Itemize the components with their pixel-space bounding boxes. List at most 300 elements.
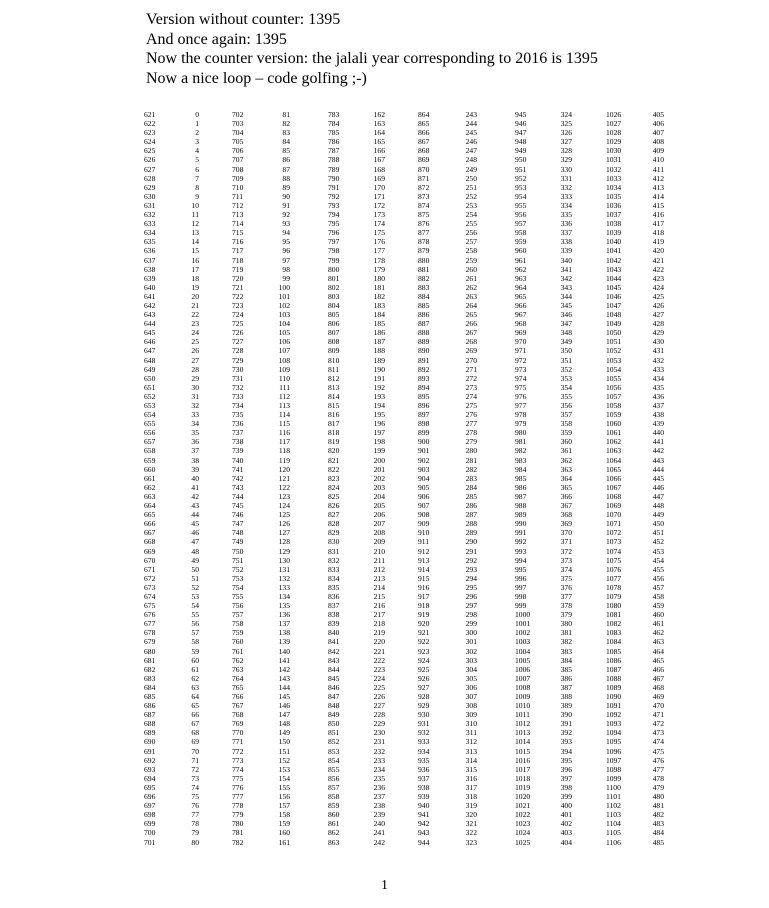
number-cell: 977 xyxy=(515,401,527,410)
number-cell: 1045 xyxy=(606,282,622,292)
number-cell: 418 xyxy=(652,228,664,238)
number-cell: 622 xyxy=(144,119,156,129)
number-cell: 689 xyxy=(144,728,156,738)
number-cell: 656 xyxy=(144,428,156,438)
number-cell: 257 xyxy=(465,237,477,247)
number-cell: 36 xyxy=(191,437,199,447)
number-cell: 632 xyxy=(144,210,156,220)
number-cell: 861 xyxy=(328,819,340,829)
number-cell: 700 xyxy=(144,828,156,838)
number-cell: 359 xyxy=(560,428,572,438)
number-cell: 133 xyxy=(278,582,290,592)
number-cell: 1081 xyxy=(606,610,622,620)
number-cell: 1077 xyxy=(606,573,622,583)
number-cell: 69 xyxy=(191,737,199,747)
number-cell: 212 xyxy=(373,564,385,574)
number-cell: 806 xyxy=(328,319,340,329)
number-cell: 1029 xyxy=(606,137,622,147)
number-cell: 122 xyxy=(278,482,290,492)
number-cell: 945 xyxy=(515,110,527,119)
number-cell: 696 xyxy=(144,792,156,802)
number-cell: 326 xyxy=(560,128,572,138)
number-cell: 127 xyxy=(278,528,290,538)
number-cell: 368 xyxy=(560,510,572,520)
number-cell: 58 xyxy=(191,637,199,647)
number-cell: 245 xyxy=(465,128,477,138)
number-cell: 761 xyxy=(232,646,244,656)
number-cell: 34 xyxy=(191,419,199,429)
number-cell: 1049 xyxy=(606,319,622,329)
number-cell: 7 xyxy=(195,173,199,183)
number-cell: 837 xyxy=(328,601,340,611)
number-cell: 429 xyxy=(652,328,664,338)
number-cell: 739 xyxy=(232,446,244,456)
number-cell: 803 xyxy=(328,291,340,301)
number-cell: 1 xyxy=(195,119,199,129)
number-cell: 121 xyxy=(278,473,290,483)
number-cell: 125 xyxy=(278,510,290,520)
number-cell: 427 xyxy=(652,310,664,320)
number-cell: 1024 xyxy=(515,828,531,838)
number-cell: 413 xyxy=(652,182,664,192)
number-cell: 320 xyxy=(465,810,477,820)
number-cell: 939 xyxy=(418,792,430,802)
number-cell: 142 xyxy=(278,664,290,674)
number-cell: 262 xyxy=(465,282,477,292)
number-cell: 731 xyxy=(232,373,244,383)
number-cell: 765 xyxy=(232,682,244,692)
number-cell: 723 xyxy=(232,300,244,310)
number-cell: 415 xyxy=(652,200,664,210)
number-cell: 318 xyxy=(465,792,477,802)
number-cell: 349 xyxy=(560,337,572,347)
number-cell: 989 xyxy=(515,510,527,520)
number-cell: 283 xyxy=(465,473,477,483)
number-column xyxy=(167,110,199,847)
number-cell: 459 xyxy=(652,601,664,611)
number-cell: 35 xyxy=(191,428,199,438)
number-cell: 287 xyxy=(465,510,477,520)
number-cell: 472 xyxy=(652,719,664,729)
number-cell: 1085 xyxy=(606,646,622,656)
number-cell: 1064 xyxy=(606,455,622,465)
number-cell: 905 xyxy=(418,482,430,492)
number-cell: 327 xyxy=(560,137,572,147)
number-cell: 789 xyxy=(328,164,340,174)
number-cell: 812 xyxy=(328,373,340,383)
number-cell: 777 xyxy=(232,792,244,802)
number-cell: 44 xyxy=(191,510,199,520)
number-cell: 302 xyxy=(465,646,477,656)
number-cell: 200 xyxy=(373,455,385,465)
number-cell: 84 xyxy=(282,137,290,147)
number-cell: 767 xyxy=(232,701,244,711)
number-cell: 201 xyxy=(373,464,385,474)
number-cell: 976 xyxy=(515,391,527,401)
number-cell: 115 xyxy=(278,419,290,429)
number-cell: 1076 xyxy=(606,564,622,574)
number-cell: 925 xyxy=(418,664,430,674)
number-cell: 184 xyxy=(373,310,385,320)
number-cell: 233 xyxy=(373,755,385,765)
number-cell: 953 xyxy=(515,182,527,192)
number-cell: 421 xyxy=(652,255,664,265)
number-cell: 347 xyxy=(560,319,572,329)
number-cell: 650 xyxy=(144,373,156,383)
number-cell: 423 xyxy=(652,273,664,283)
number-cell: 1043 xyxy=(606,264,622,274)
number-cell: 790 xyxy=(328,173,340,183)
number-cell: 331 xyxy=(560,173,572,183)
number-cell: 642 xyxy=(144,300,156,310)
number-cell: 830 xyxy=(328,537,340,547)
number-cell: 1021 xyxy=(515,801,531,811)
number-cell: 288 xyxy=(465,519,477,529)
number-cell: 879 xyxy=(418,246,430,256)
number-cell: 851 xyxy=(328,728,340,738)
number-cell: 753 xyxy=(232,573,244,583)
number-cell: 809 xyxy=(328,346,340,356)
number-cell: 972 xyxy=(515,355,527,365)
number-cell: 183 xyxy=(373,300,385,310)
number-cell: 206 xyxy=(373,510,385,520)
number-cell: 921 xyxy=(418,628,430,638)
number-cell: 751 xyxy=(232,555,244,565)
number-cell: 228 xyxy=(373,710,385,720)
number-cell: 286 xyxy=(465,501,477,511)
number-cell: 42 xyxy=(191,491,199,501)
number-cell: 1033 xyxy=(606,173,622,183)
number-cell: 755 xyxy=(232,591,244,601)
number-cell: 974 xyxy=(515,373,527,383)
number-cell: 342 xyxy=(560,273,572,283)
number-cell: 203 xyxy=(373,482,385,492)
number-cell: 377 xyxy=(560,591,572,601)
number-cell: 898 xyxy=(418,419,430,429)
number-cell: 1073 xyxy=(606,537,622,547)
number-cell: 19 xyxy=(191,282,199,292)
number-cell: 1008 xyxy=(515,682,531,692)
number-cell: 171 xyxy=(373,191,385,201)
number-cell: 940 xyxy=(418,801,430,811)
number-cell: 252 xyxy=(465,191,477,201)
number-cell: 951 xyxy=(515,164,527,174)
number-cell: 910 xyxy=(418,528,430,538)
number-cell: 759 xyxy=(232,628,244,638)
number-cell: 225 xyxy=(373,682,385,692)
number-cell: 639 xyxy=(144,273,156,283)
number-cell: 417 xyxy=(652,219,664,229)
number-cell: 1017 xyxy=(515,764,531,774)
number-cell: 795 xyxy=(328,219,340,229)
number-cell: 846 xyxy=(328,682,340,692)
number-cell: 294 xyxy=(465,573,477,583)
number-cell: 442 xyxy=(652,446,664,456)
number-cell: 745 xyxy=(232,501,244,511)
number-cell: 275 xyxy=(465,401,477,410)
number-cell: 464 xyxy=(652,646,664,656)
number-cell: 722 xyxy=(232,291,244,301)
number-cell: 640 xyxy=(144,282,156,292)
number-cell: 32 xyxy=(191,401,199,410)
number-cell: 191 xyxy=(373,373,385,383)
number-cell: 1051 xyxy=(606,337,622,347)
number-cell: 461 xyxy=(652,619,664,629)
number-cell: 333 xyxy=(560,191,572,201)
number-cell: 173 xyxy=(373,210,385,220)
number-cell: 153 xyxy=(278,764,290,774)
number-cell: 871 xyxy=(418,173,430,183)
number-cell: 194 xyxy=(373,401,385,410)
number-cell: 322 xyxy=(465,828,477,838)
number-cell: 825 xyxy=(328,491,340,501)
number-cell: 433 xyxy=(652,364,664,374)
number-cell: 857 xyxy=(328,782,340,792)
number-cell: 816 xyxy=(328,410,340,420)
number-cell: 399 xyxy=(560,792,572,802)
number-cell: 1042 xyxy=(606,255,622,265)
number-cell: 448 xyxy=(652,501,664,511)
number-cell: 1050 xyxy=(606,328,622,338)
number-cell: 654 xyxy=(144,410,156,420)
number-cell: 438 xyxy=(652,410,664,420)
number-cell: 285 xyxy=(465,491,477,501)
number-cell: 884 xyxy=(418,291,430,301)
number-cell: 348 xyxy=(560,328,572,338)
number-cell: 279 xyxy=(465,437,477,447)
number-cell: 467 xyxy=(652,673,664,683)
number-cell: 31 xyxy=(191,391,199,401)
number-cell: 16 xyxy=(191,255,199,265)
number-cell: 261 xyxy=(465,273,477,283)
number-cell: 196 xyxy=(373,419,385,429)
number-cell: 445 xyxy=(652,473,664,483)
number-cell: 239 xyxy=(373,810,385,820)
number-cell: 411 xyxy=(652,164,664,174)
number-cell: 408 xyxy=(652,137,664,147)
number-cell: 134 xyxy=(278,591,290,601)
number-cell: 1095 xyxy=(606,737,622,747)
number-cell: 848 xyxy=(328,701,340,711)
number-cell: 1103 xyxy=(606,810,621,820)
number-cell: 126 xyxy=(278,519,290,529)
number-cell: 744 xyxy=(232,491,244,501)
number-cell: 690 xyxy=(144,737,156,747)
number-cell: 250 xyxy=(465,173,477,183)
number-cell: 218 xyxy=(373,619,385,629)
number-cell: 260 xyxy=(465,264,477,274)
number-cell: 410 xyxy=(652,155,664,165)
number-cell: 21 xyxy=(191,300,199,310)
number-cell: 1039 xyxy=(606,228,622,238)
number-cell: 955 xyxy=(515,200,527,210)
number-cell: 1089 xyxy=(606,682,622,692)
number-cell: 114 xyxy=(278,410,290,420)
number-cell: 117 xyxy=(278,437,290,447)
number-cell: 339 xyxy=(560,246,572,256)
number-cell: 365 xyxy=(560,482,572,492)
number-cell: 93 xyxy=(282,219,290,229)
number-cell: 265 xyxy=(465,310,477,320)
number-cell: 192 xyxy=(373,382,385,392)
number-cell: 911 xyxy=(418,537,430,547)
number-cell: 772 xyxy=(232,746,244,756)
number-cell: 1091 xyxy=(606,701,622,711)
number-cell: 645 xyxy=(144,328,156,338)
number-cell: 478 xyxy=(652,773,664,783)
number-cell: 267 xyxy=(465,328,477,338)
number-cell: 357 xyxy=(560,410,572,420)
number-cell: 647 xyxy=(144,346,156,356)
number-cell: 453 xyxy=(652,546,664,556)
number-cell: 796 xyxy=(328,228,340,238)
number-cell: 86 xyxy=(282,155,290,165)
number-cell: 76 xyxy=(191,801,199,811)
number-cell: 776 xyxy=(232,782,244,792)
number-cell: 99 xyxy=(282,273,290,283)
number-cell: 164 xyxy=(373,128,385,138)
number-cell: 193 xyxy=(373,391,385,401)
number-cell: 1105 xyxy=(606,828,621,838)
number-cell: 1066 xyxy=(606,473,622,483)
number-cell: 340 xyxy=(560,255,572,265)
number-cell: 158 xyxy=(278,810,290,820)
number-cell: 1036 xyxy=(606,200,622,210)
number-cell: 797 xyxy=(328,237,340,247)
number-cell: 725 xyxy=(232,319,244,329)
number-cell: 362 xyxy=(560,455,572,465)
number-cell: 271 xyxy=(465,364,477,374)
number-cell: 481 xyxy=(652,801,664,811)
number-cell: 938 xyxy=(418,782,430,792)
number-cell: 919 xyxy=(418,610,430,620)
number-cell: 1072 xyxy=(606,528,622,538)
number-cell: 705 xyxy=(232,137,244,147)
number-cell: 758 xyxy=(232,619,244,629)
number-cell: 1104 xyxy=(606,819,621,829)
number-cell: 240 xyxy=(373,819,385,829)
number-cell: 867 xyxy=(418,137,430,147)
number-cell: 793 xyxy=(328,200,340,210)
number-cell: 393 xyxy=(560,737,572,747)
number-cell: 59 xyxy=(191,646,199,656)
number-cell: 988 xyxy=(515,501,527,511)
number-cell: 299 xyxy=(465,619,477,629)
number-cell: 746 xyxy=(232,510,244,520)
number-cell: 471 xyxy=(652,710,664,720)
number-cell: 199 xyxy=(373,446,385,456)
number-cell: 1019 xyxy=(515,782,531,792)
number-cell: 431 xyxy=(652,346,664,356)
number-cell: 1086 xyxy=(606,655,622,665)
number-cell: 734 xyxy=(232,401,244,410)
number-cell: 60 xyxy=(191,655,199,665)
number-cell: 92 xyxy=(282,210,290,220)
number-cell: 685 xyxy=(144,692,156,701)
number-cell: 896 xyxy=(418,401,430,410)
number-cell: 715 xyxy=(232,228,244,238)
number-cell: 1071 xyxy=(606,519,622,529)
number-cell: 779 xyxy=(232,810,244,820)
number-cell: 24 xyxy=(191,328,199,338)
number-cell: 730 xyxy=(232,364,244,374)
intro-line-4: Now a nice loop – code golfing ;-) xyxy=(146,69,367,87)
number-cell: 209 xyxy=(373,537,385,547)
number-cell: 890 xyxy=(418,346,430,356)
number-cell: 23 xyxy=(191,319,199,329)
number-cell: 768 xyxy=(232,710,244,720)
number-cell: 156 xyxy=(278,792,290,802)
number-cell: 676 xyxy=(144,610,156,620)
number-cell: 859 xyxy=(328,801,340,811)
number-cell: 625 xyxy=(144,146,156,156)
number-cell: 1102 xyxy=(606,801,621,811)
number-cell: 733 xyxy=(232,391,244,401)
number-cell: 105 xyxy=(278,328,290,338)
number-cell: 425 xyxy=(652,291,664,301)
number-cell: 1013 xyxy=(515,728,531,738)
number-cell: 12 xyxy=(191,219,199,229)
number-cell: 458 xyxy=(652,591,664,601)
number-cell: 1096 xyxy=(606,746,622,756)
number-cell: 108 xyxy=(278,355,290,365)
number-cell: 888 xyxy=(418,328,430,338)
number-cell: 251 xyxy=(465,182,477,192)
number-cell: 247 xyxy=(465,146,477,156)
number-cell: 79 xyxy=(191,828,199,838)
number-cell: 141 xyxy=(278,655,290,665)
number-cell: 449 xyxy=(652,510,664,520)
number-cell: 691 xyxy=(144,746,156,756)
number-cell: 680 xyxy=(144,646,156,656)
number-cell: 45 xyxy=(191,519,199,529)
number-cell: 754 xyxy=(232,582,244,592)
number-cell: 682 xyxy=(144,664,156,674)
number-cell: 205 xyxy=(373,501,385,511)
number-cell: 109 xyxy=(278,364,290,374)
number-cell: 688 xyxy=(144,719,156,729)
number-cell: 999 xyxy=(515,601,527,611)
number-cell: 1070 xyxy=(606,510,622,520)
number-cell: 358 xyxy=(560,419,572,429)
number-cell: 986 xyxy=(515,482,527,492)
number-cell: 474 xyxy=(652,737,664,747)
number-cell: 663 xyxy=(144,491,156,501)
number-cell: 20 xyxy=(191,291,199,301)
number-cell: 138 xyxy=(278,628,290,638)
number-cell: 823 xyxy=(328,473,340,483)
number-cell: 827 xyxy=(328,510,340,520)
number-cell: 860 xyxy=(328,810,340,820)
number-cell: 234 xyxy=(373,764,385,774)
number-cell: 269 xyxy=(465,346,477,356)
number-cell: 444 xyxy=(652,464,664,474)
number-cell: 344 xyxy=(560,291,572,301)
page-number: 1 xyxy=(381,878,388,893)
number-cell: 440 xyxy=(652,428,664,438)
number-cell: 172 xyxy=(373,200,385,210)
number-cell: 63 xyxy=(191,682,199,692)
number-cell: 55 xyxy=(191,610,199,620)
number-cell: 980 xyxy=(515,428,527,438)
number-cell: 47 xyxy=(191,537,199,547)
number-cell: 845 xyxy=(328,673,340,683)
number-cell: 769 xyxy=(232,719,244,729)
number-cell: 78 xyxy=(191,819,199,829)
number-cell: 62 xyxy=(191,673,199,683)
number-cell: 68 xyxy=(191,728,199,738)
number-cell: 152 xyxy=(278,755,290,765)
